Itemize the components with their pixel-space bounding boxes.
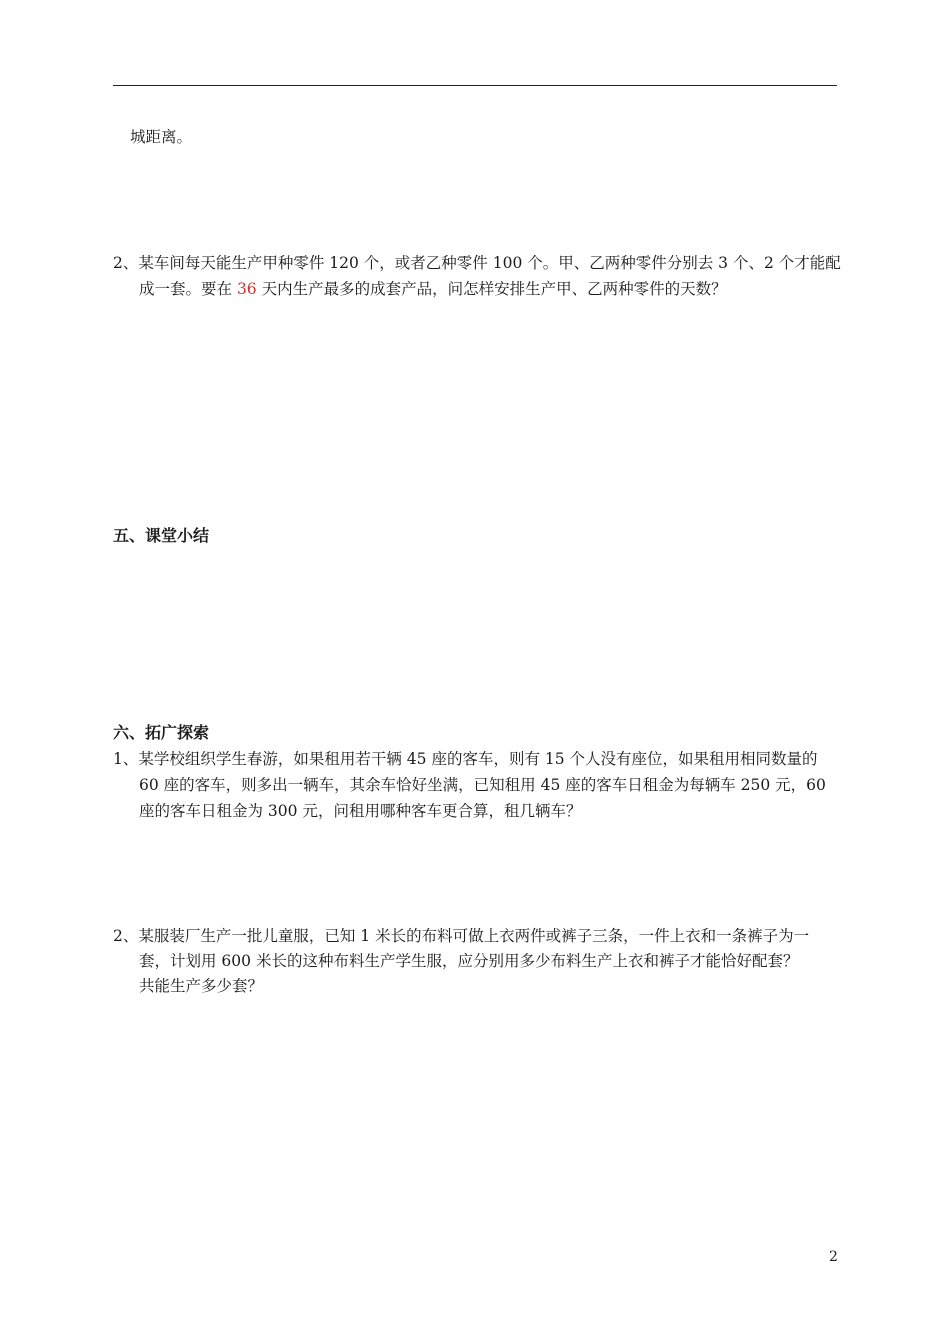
question-1-line-1: 1、某学校组织学生春游，如果租用若干辆 45 座的客车，则有 15 个人没有座位，如果租用相同数量的 <box>113 750 818 768</box>
section-5-heading: 五、课堂小结 <box>113 526 210 545</box>
question-2-line-1: 2、某服装厂生产一批儿童服，已知 1 米长的布料可做上衣两件或裤子三条，一件上衣和一条裤子为一 <box>113 927 810 945</box>
problem-a-text-after: 天内生产最多的成套产品，问怎样安排生产甲、乙两种零件的天数？ <box>256 280 727 298</box>
page-number: 2 <box>829 1249 838 1265</box>
problem-a-line-2 <box>139 279 727 299</box>
highlighted-number: 36 <box>236 280 257 298</box>
question-1-line-2: 60 座的客车，则多出一辆车，其余车恰好坐满，已知租用 45 座的客车日租金为每辆车 250 元，60 <box>139 776 826 794</box>
question-1-line-3: 座的客车日租金为 300 元，问租用哪种客车更合算，租几辆车？ <box>139 802 582 820</box>
continuation-text: 城距离。 <box>130 128 193 146</box>
question-2-line-3: 共能生产多少套？ <box>139 977 264 995</box>
problem-a-text-before: 成一套。要在 <box>139 280 237 298</box>
header-rule <box>113 85 837 86</box>
section-6-heading: 六、拓广探索 <box>113 723 210 742</box>
question-2-line-2: 套，计划用 600 米长的这种布料生产学生服，应分别用多少布料生产上衣和裤子才能恰好配套？ <box>139 952 799 970</box>
problem-a-line-1: 2、某车间每天能生产甲种零件 120 个，或者乙种零件 100 个。甲、乙两种零件分别去 3 个、2 个才能配 <box>113 254 841 272</box>
